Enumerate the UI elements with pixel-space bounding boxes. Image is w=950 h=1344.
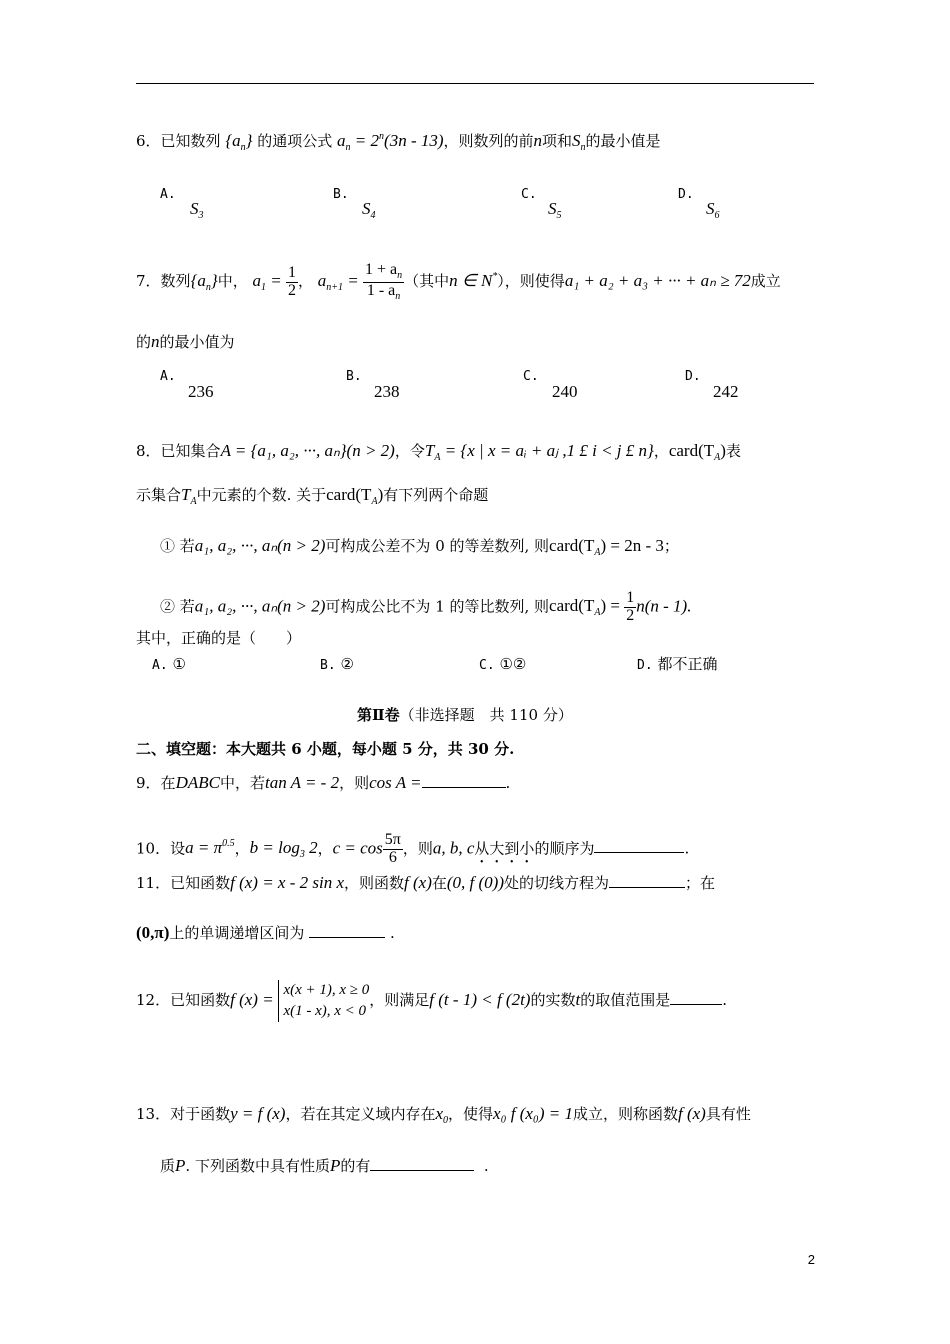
answer-blank[interactable] (594, 840, 684, 853)
option-a-label: A. (160, 187, 176, 202)
tan-condition: tan A = - 2 (264, 773, 340, 792)
question-number: 6． (136, 132, 161, 150)
option-c-label: C. (521, 187, 537, 202)
question-7-stem: 7．数列$\{a_n\}$中， $a_1$ = $\frac{1}{2}$ ， $a_{n+1}$ = $\frac{1 + a_n}{1 - a_n}$ （其中n ∈ N*），则使得a₁ + a₂ + a₃ + ··· + aₙ ≥ 72成立 (136, 261, 781, 302)
one-half-fraction: $\frac{1}{2}$ (287, 263, 296, 299)
answer-blank[interactable] (670, 992, 722, 1005)
five-pi-over-six: $\frac{5\pi}{6}$ (384, 831, 401, 866)
tangent-point: (0, f (0)) (446, 873, 505, 892)
question-11-line2: (0,π)上的单调递增区间为 . (136, 923, 395, 942)
triangle-abc: DABC (175, 773, 220, 792)
option-b-value: $S_4$ (362, 199, 376, 221)
emphasized-text: 从大到小 (474, 839, 535, 858)
variable-n: n (533, 131, 543, 150)
option-a: A. ① (152, 655, 186, 673)
recurrence-lhs: $a_{n+1}$ = (317, 271, 363, 293)
proposition-1: ① 若a₁, a₂, ···, aₙ(n > 2)可构成公差不为 0 的等差数列, 则$card(T_A) = 2n - 3$； (160, 536, 679, 558)
option-b-value: 238 (374, 382, 400, 401)
one-half-fraction: $\frac{1}{2}$ (626, 589, 635, 624)
question-13-line2: 质P. 下列函数中具有性质P的有 . (160, 1156, 489, 1175)
question-number: 8． (136, 442, 161, 460)
option-c-label: C. (523, 369, 539, 384)
page-number: 2 (807, 1252, 815, 1267)
option-d-value: 242 (713, 382, 739, 401)
proposition-2: ② 若a₁, a₂, ···, aₙ(n > 2)可构成公比不为 1 的等比数列, 则$card(T_A)$ = $\frac{1}{2}$ n(n - 1). (160, 589, 692, 624)
a-definition: $a = \pi^{0.5}$ (185, 838, 235, 858)
option-c-value: $S_5$ (548, 199, 562, 221)
question-text: 已知数列 (160, 132, 221, 150)
question-11: 11．已知函数f (x) = x - 2 sin x，则函数f (x)在(0, f (0))处的切线方程为 ；在 (136, 873, 716, 892)
sequence-symbol: $\{a_n\}$ (190, 271, 218, 293)
card-expression: $card(T_A)$ (668, 441, 726, 463)
question-7-stem-line2: 的n的最小值为 (136, 332, 235, 351)
option-a-value: 236 (188, 382, 214, 401)
question-8-stem: 8．已知集合A = {a₁, a₂, ···, aₙ}(n > 2)，令$T_A = \{x$ | x = aᵢ + aⱼ ,1 £ i < j £ n}，$card(T_A)$表 (136, 441, 741, 463)
option-b-label: B. (346, 369, 362, 384)
question-10: 10．设$a = \pi^{0.5}$，$b = \log_3 2$，c = cos $\frac{5\pi}{6}$ ，则a, b, c从大到小的顺序为 . (136, 831, 690, 866)
question-13: 13．对于函数y = f (x)，若在其定义域内存在$x_0$，使得x₀ f (x₀) = 1成立，则称函数f (x)具有性 (136, 1104, 751, 1126)
question-text: ），则使得 (497, 272, 565, 290)
header-rule (136, 83, 814, 84)
inequality: f (t - 1) < f (2t) (429, 990, 531, 1009)
option-a-value: $S_3$ (190, 199, 204, 221)
question-8-stem-line2: 示集合$T_A$中元素的个数. 关于$card(T_A)$有下列两个命题 (136, 485, 489, 507)
answer-blank[interactable] (309, 925, 385, 938)
question-6-stem (136, 132, 661, 153)
function-y: y = f (x) (230, 1104, 286, 1123)
general-term-formula: $a_n = 2^n(3n - 13)$ (337, 131, 444, 153)
first-term: $a_1$ = (252, 271, 286, 293)
n-set: n ∈ N* (449, 271, 498, 290)
question-text: 数列 (160, 272, 191, 290)
option-b-label: B. (333, 187, 349, 202)
cos-expression: cos A = (369, 773, 422, 792)
recurrence-fraction: $\frac{1 + a_n}{1 - a_n}$ (365, 261, 403, 302)
option-d-label: D. (678, 187, 694, 202)
sum-inequality: a₁ + a₂ + a₃ + ··· + aₙ ≥ 72 (564, 271, 751, 290)
option-b: B. ② (320, 655, 354, 673)
part-2-title: 第Ⅱ卷（非选择题 共 110 分） (357, 706, 573, 724)
question-9: 9．在DABC中，若tan A = - 2，则cos A = . (136, 773, 511, 792)
answer-blank[interactable] (370, 1158, 474, 1171)
option-d-value: $S_6$ (706, 199, 720, 221)
question-text: 成立 (750, 272, 781, 290)
set-ta: $T_A = \{x$ | x = aᵢ + aⱼ ,1 £ i < j £ n} (424, 441, 654, 463)
option-d: D. 都不正确 (637, 655, 718, 673)
piecewise-lhs: f (x) = (230, 990, 274, 1009)
question-12: 12．已知函数f (x) = x(x + 1), x ≥ 0 x(1 - x), x < 0 ，则满足f (t - 1) < f (2t)的实数t的取值范围是 . (136, 980, 727, 1022)
question-8-ask: 其中，正确的是（ ） (136, 629, 302, 647)
question-text: 中， (217, 272, 248, 290)
piecewise-cases: x(x + 1), x ≥ 0 x(1 - x), x < 0 (278, 980, 369, 1022)
question-text: （其中 (404, 272, 450, 290)
option-a-label: A. (160, 369, 176, 384)
option-c: C. ①② (479, 655, 527, 673)
section-heading: 二、填空题：本大题共 6 小题，每小题 5 分，共 30 分. (136, 740, 515, 758)
answer-blank[interactable] (422, 775, 506, 788)
function-definition: f (x) = x - 2 sin x (230, 873, 345, 892)
option-c-value: 240 (552, 382, 578, 401)
interval: (0,π) (136, 923, 170, 942)
question-text: ，则数列的前 (443, 132, 534, 150)
set-a: A = {a₁, a₂, ···, aₙ}(n > 2) (220, 441, 395, 460)
c-definition: c = cos (332, 838, 383, 858)
question-text: 的通项公式 (257, 132, 333, 150)
option-d-label: D. (685, 369, 701, 384)
question-text: 项和 (542, 132, 573, 150)
property-condition: x₀ f (x₀) = 1 (493, 1104, 573, 1123)
partial-sum-symbol: $S_n$ (572, 131, 586, 153)
question-text: 的最小值是 (585, 132, 661, 150)
b-definition: $b = \log_3 2$ (249, 838, 318, 861)
answer-blank[interactable] (609, 875, 685, 888)
question-number: 7． (136, 272, 161, 290)
sequence-symbol: $\{a_n\}$ (225, 131, 253, 153)
